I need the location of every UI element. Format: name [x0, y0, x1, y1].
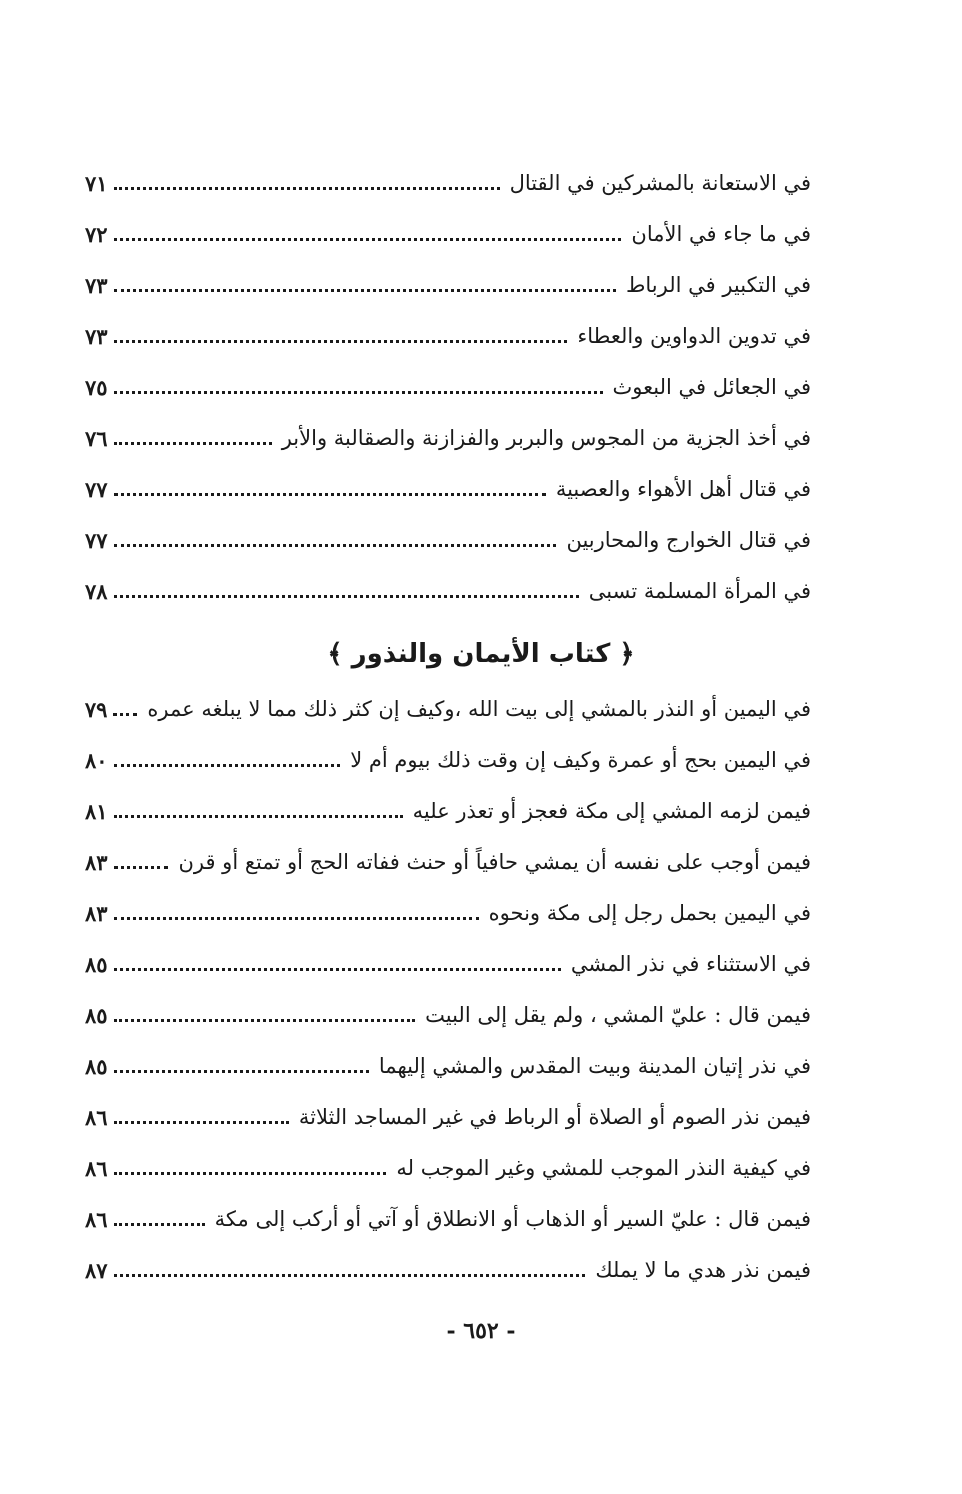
toc-section-jihad — [85, 158, 811, 617]
toc-entry-title: في التكبير في الرباط — [625, 273, 811, 297]
toc-entry — [85, 209, 811, 260]
dot-leader — [114, 1019, 416, 1022]
dot-leader — [114, 595, 579, 598]
toc-entry — [85, 362, 811, 413]
toc-entry-title: في الاستعانة بالمشركين في القتال — [509, 171, 811, 195]
dot-leader — [114, 1172, 387, 1175]
toc-entry-page: ٨٦ — [85, 1156, 108, 1181]
toc-entry-page: ٧١ — [85, 171, 108, 196]
toc-entry-title: فيمن نذر هدي ما لا يملك — [595, 1258, 811, 1282]
toc-entry — [85, 837, 811, 888]
toc-entry-title: فيمن قال : عليّ السير أو الذهاب أو الانطلاق أو آتي أو أركب إلى مكة — [214, 1207, 811, 1231]
toc-entry-page: ٨٠ — [85, 748, 108, 773]
toc-entry — [85, 735, 811, 786]
toc-entry-title: في نذر إتيان المدينة وبيت المقدس والمشي إليهما — [378, 1054, 811, 1078]
toc-entry-title: فيمن نذر الصوم أو الصلاة أو الرباط في غير المساجد الثلاثة — [298, 1105, 811, 1129]
toc-entry-page: ٧٩ — [84, 697, 108, 722]
dot-leader — [114, 187, 500, 190]
toc-entry-title: فيمن أوجب على نفسه أن يمشي حافياً أو حنث ففاته الحج أو تمتع أو قرن — [178, 850, 811, 874]
dot-leader — [114, 238, 622, 241]
toc-entry-page: ٨١ — [85, 799, 108, 824]
toc-entry-title: في كيفية النذر الموجب للمشي وغير الموجب له — [396, 1156, 811, 1180]
page-number: - ٦٥٢ - — [446, 1318, 516, 1344]
toc-entry-page: ٧٢ — [85, 222, 108, 247]
dot-leader — [114, 391, 603, 394]
dot-leader — [114, 1223, 205, 1226]
toc-entry — [85, 260, 811, 311]
toc-entry-title: في اليمين أو النذر بالمشي إلى بيت الله ،وكيف إن كثر ذلك مما لا يبلغه عمره — [147, 697, 811, 721]
toc-entry-page: ٨٧ — [85, 1258, 108, 1283]
toc-entry — [85, 515, 811, 566]
toc-section-oaths-vows — [85, 684, 811, 1296]
book-heading: ﴿ كتاب الأيمان والنذور ﴾ — [327, 639, 635, 669]
dot-leader — [114, 493, 546, 496]
toc-entry-title: في أخذ الجزية من المجوس والبربر والفزازنة والصقالبة والأبر — [281, 426, 811, 450]
toc-entry-page: ٧٥ — [85, 375, 108, 400]
toc-entry-title: فيمن لزمه المشي إلى مكة فعجز أو تعذر عليه — [412, 799, 811, 823]
toc-entry-page: ٧٧ — [85, 477, 108, 502]
dot-leader — [114, 917, 479, 920]
toc-entry-title: في اليمين بحمل رجل إلى مكة ونحوه — [488, 901, 811, 925]
toc-entry-page: ٨٥ — [85, 952, 108, 977]
toc-entry — [85, 888, 811, 939]
toc-entry-title: في اليمين بحج أو عمرة وكيف إن وقت ذلك بيوم أم لا — [350, 748, 811, 772]
toc-entry-title: في ما جاء في الأمان — [631, 222, 811, 246]
toc-entry-page: ٨٥ — [85, 1003, 108, 1028]
toc-entry — [85, 684, 811, 735]
toc-entry — [85, 1092, 811, 1143]
toc-entry-page: ٧٣ — [85, 324, 108, 349]
toc-entry-title: في الاستثناء في نذر المشي — [570, 952, 811, 976]
toc-entry — [85, 566, 811, 617]
toc-entry-page: ٧٨ — [85, 579, 108, 604]
toc-entry — [85, 464, 811, 515]
dot-leader — [114, 1274, 586, 1277]
toc-entry-page: ٨٣ — [85, 850, 108, 875]
toc-entry — [85, 786, 811, 837]
toc-entry-page: ٨٦ — [85, 1105, 108, 1130]
dot-leader — [114, 968, 561, 971]
toc-entry — [85, 990, 811, 1041]
toc-entry-title: في تدوين الدواوين والعطاء — [577, 324, 811, 348]
dot-leader — [114, 764, 341, 767]
toc-entry — [85, 1194, 811, 1245]
toc-entry — [85, 1245, 811, 1296]
toc-entry-page: ٨٣ — [85, 901, 108, 926]
toc-entry — [85, 1041, 811, 1092]
toc-entry — [85, 413, 811, 464]
toc-entry-page: ٧٦ — [85, 426, 108, 451]
dot-leader — [114, 544, 557, 547]
dot-leader — [114, 866, 169, 869]
dot-leader — [114, 815, 403, 818]
dot-leader — [113, 713, 137, 716]
toc-entry-title: في الجعائل في البعوث — [612, 375, 811, 399]
dot-leader — [114, 340, 568, 343]
toc-entry-title: فيمن قال : عليّ المشي ، ولم يقل إلى البيت — [425, 1003, 811, 1027]
dot-leader — [114, 289, 616, 292]
toc-entry — [85, 939, 811, 990]
toc-entry-page: ٨٥ — [85, 1054, 108, 1079]
toc-entry — [85, 158, 811, 209]
dot-leader — [114, 1070, 369, 1073]
toc-entry — [85, 311, 811, 362]
toc-entry-title: في المرأة المسلمة تسبى — [588, 579, 811, 603]
toc-entry — [85, 1143, 811, 1194]
dot-leader — [114, 442, 272, 445]
toc-entry-page: ٧٧ — [85, 528, 108, 553]
toc-entry-title: في قتال أهل الأهواء والعصبية — [555, 477, 811, 501]
dot-leader — [114, 1121, 289, 1124]
toc-entry-title: في قتال الخوارج والمحاربين — [566, 528, 811, 552]
toc-entry-page: ٨٦ — [85, 1207, 108, 1232]
toc-entry-page: ٧٣ — [85, 273, 108, 298]
